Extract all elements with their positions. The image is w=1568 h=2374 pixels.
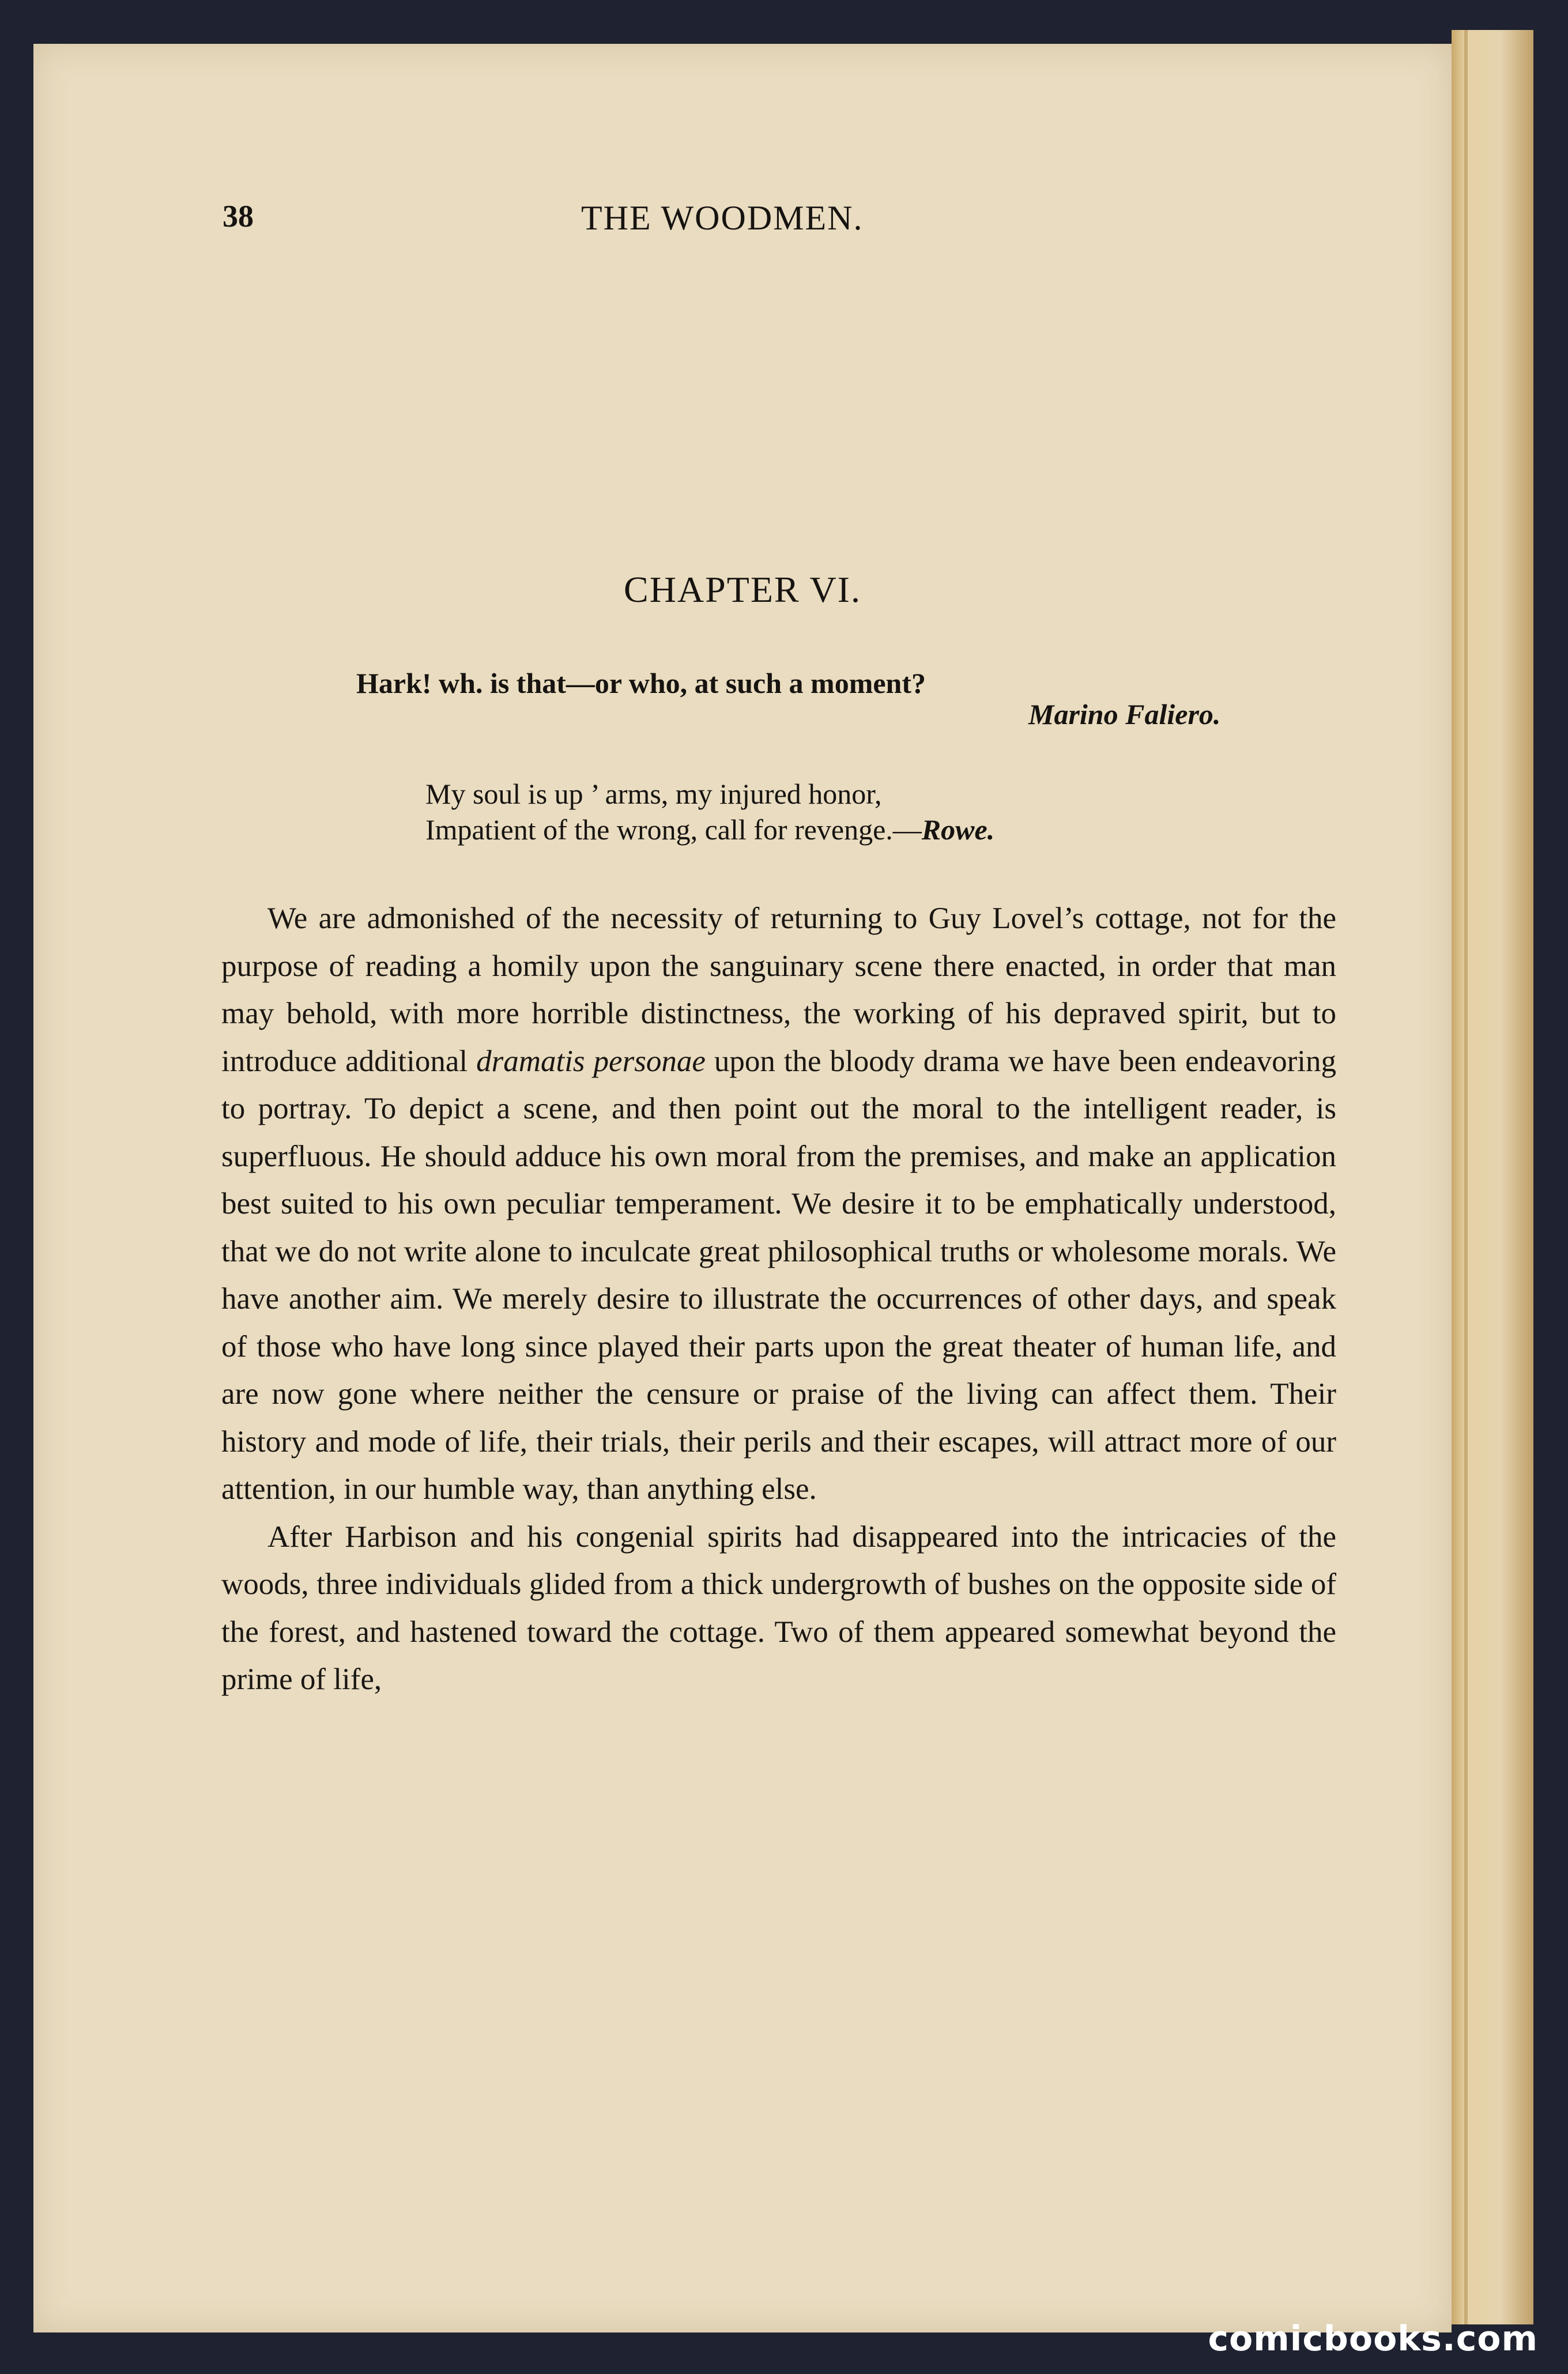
- paragraph-1-italic: dramatis personae: [476, 1044, 706, 1078]
- epigraph-2: [425, 776, 994, 847]
- epigraph-2-attribution: Rowe.: [921, 813, 995, 846]
- paragraph-1: [221, 895, 1336, 1513]
- spine-line: [1464, 30, 1468, 2324]
- epigraph-1-attribution: Marino Faliero.: [1028, 698, 1221, 730]
- epigraph-1-line: Hark! wh. is that—or who, at such a moment?: [356, 667, 926, 699]
- epigraph-1: [356, 665, 926, 701]
- paragraph-1-part-2: upon the bloody drama we have been endeavoring to portray. To depict a scene, and then point out the moral to the intelligent reader, is superfluous. He should adduce his own moral from the premises, and make an application best suited to his own peculiar temperament. We desire it to be emphatically understood, that we do not write alone to inculcate great philosophical truths or wholesome morals. We have another aim. We merely desire to illustrate the occurrences of other days, and speak of those who have long since played their parts upon the great theater of human life, and are now gone where neither the censure or praise of the living can affect them. Their history and mode of life, their trials, their perils and their escapes, will attract more of our attention, in our humble way, than anything else.: [221, 1044, 1336, 1506]
- epigraph-2-line-1: My soul is up ’ arms, my injured honor,: [425, 778, 882, 810]
- epigraph-2-line-2-text: Impatient of the wrong, call for revenge.—: [425, 813, 922, 846]
- paragraph-2: After Harbison and his congenial spirits had disappeared into the intricacies of the woods, three individuals glided from a thick undergrowth of bushes on the opposite side of the forest, and hastened toward the cottage. Two of them appeared somewhat beyond the prime of life,: [221, 1520, 1336, 1696]
- page-header: [33, 198, 1452, 239]
- book-page: [33, 44, 1452, 2332]
- watermark: comicbooks.com: [1208, 2319, 1538, 2359]
- epigraph-2-line-2: [425, 812, 994, 847]
- page-number: 38: [223, 199, 254, 233]
- chapter-title: CHAPTER VI.: [624, 569, 861, 610]
- paragraph-1-part-1: We are admonished of the necessity of returning to Guy Lovel’s cottage, not for the purpose of reading a homily upon the sanguinary scene there enacted, in order that man may behold, with more horrible distinctness, the working of his depraved spirit, but to introduce additional: [221, 902, 1336, 1078]
- running-title: THE WOODMEN.: [581, 199, 864, 237]
- body-text: [221, 895, 1336, 1704]
